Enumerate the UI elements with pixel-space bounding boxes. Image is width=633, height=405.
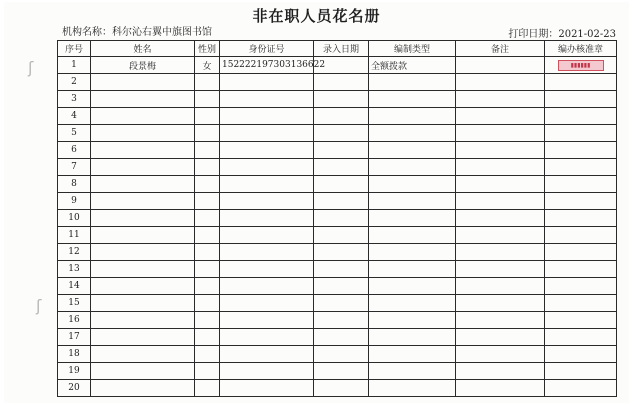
- cell-number: 13: [58, 261, 91, 278]
- cell-note: [456, 142, 545, 159]
- table-row: [58, 261, 617, 278]
- cell-name: [91, 244, 195, 261]
- cell-approval-seal: [545, 363, 617, 380]
- cell-gender: [195, 193, 220, 210]
- cell-number: 17: [58, 329, 91, 346]
- cell-staffing-type: [369, 363, 456, 380]
- cell-name: [91, 193, 195, 210]
- cell-staffing-type: [369, 125, 456, 142]
- cell-entry-date: [314, 278, 369, 295]
- cell-name: [91, 176, 195, 193]
- cell-entry-date: [314, 295, 369, 312]
- cell-name: [91, 91, 195, 108]
- cell-note: [456, 91, 545, 108]
- table-row: [58, 108, 617, 125]
- cell-entry-date: [314, 125, 369, 142]
- cell-name: [91, 380, 195, 397]
- table-row: [58, 295, 617, 312]
- cell-approval-seal: [545, 176, 617, 193]
- cell-gender: [195, 380, 220, 397]
- cell-name: [91, 346, 195, 363]
- cell-id-number: [220, 108, 314, 125]
- table-row: [58, 142, 617, 159]
- binding-mark-top: ʃ: [28, 58, 34, 77]
- cell-gender: [195, 74, 220, 91]
- cell-entry-date: [314, 91, 369, 108]
- cell-name: [91, 159, 195, 176]
- cell-approval-seal: [545, 227, 617, 244]
- cell-approval-seal: [545, 244, 617, 261]
- cell-gender: [195, 312, 220, 329]
- cell-name: [91, 363, 195, 380]
- cell-note: [456, 74, 545, 91]
- cell-note: [456, 193, 545, 210]
- cell-entry-date: [314, 193, 369, 210]
- cell-approval-seal: [545, 193, 617, 210]
- cell-staffing-type: [369, 108, 456, 125]
- cell-entry-date: [314, 329, 369, 346]
- cell-number: 5: [58, 125, 91, 142]
- cell-gender: 女: [195, 57, 220, 74]
- cell-name: [91, 125, 195, 142]
- cell-id-number: [220, 210, 314, 227]
- cell-number: 19: [58, 363, 91, 380]
- cell-gender: [195, 346, 220, 363]
- table-row: [58, 278, 617, 295]
- cell-name: 段景梅: [91, 57, 195, 74]
- cell-number: 15: [58, 295, 91, 312]
- cell-approval-seal: [545, 278, 617, 295]
- cell-staffing-type: 全额拨款: [369, 57, 456, 74]
- cell-number: 8: [58, 176, 91, 193]
- cell-id-number: [220, 312, 314, 329]
- header-note: 备注: [456, 41, 545, 57]
- cell-gender: [195, 227, 220, 244]
- cell-approval-seal: [545, 74, 617, 91]
- cell-staffing-type: [369, 159, 456, 176]
- cell-gender: [195, 210, 220, 227]
- cell-note: [456, 363, 545, 380]
- cell-staffing-type: [369, 193, 456, 210]
- cell-entry-date: [314, 210, 369, 227]
- cell-number: 1: [58, 57, 91, 74]
- cell-staffing-type: [369, 329, 456, 346]
- cell-gender: [195, 363, 220, 380]
- organization-label: 机构名称：科尔沁右翼中旗图书馆: [62, 27, 212, 38]
- cell-number: 10: [58, 210, 91, 227]
- cell-gender: [195, 108, 220, 125]
- table-row: [58, 176, 617, 193]
- cell-staffing-type: [369, 346, 456, 363]
- cell-staffing-type: [369, 74, 456, 91]
- cell-approval-seal: [545, 346, 617, 363]
- cell-name: [91, 108, 195, 125]
- cell-number: 4: [58, 108, 91, 125]
- cell-staffing-type: [369, 142, 456, 159]
- cell-number: 16: [58, 312, 91, 329]
- cell-number: 18: [58, 346, 91, 363]
- cell-number: 14: [58, 278, 91, 295]
- cell-id-number: [220, 363, 314, 380]
- cell-id-number: [220, 193, 314, 210]
- header-name: 姓名: [91, 41, 195, 57]
- cell-note: [456, 210, 545, 227]
- cell-id-number: [220, 380, 314, 397]
- binding-mark-bottom: ʃ: [36, 296, 42, 315]
- cell-note: [456, 261, 545, 278]
- cell-gender: [195, 176, 220, 193]
- cell-id-number: [220, 142, 314, 159]
- cell-gender: [195, 295, 220, 312]
- cell-staffing-type: [369, 380, 456, 397]
- cell-note: [456, 329, 545, 346]
- cell-note: [456, 295, 545, 312]
- table-row: [58, 380, 617, 397]
- cell-entry-date: [314, 176, 369, 193]
- cell-entry-date: [314, 159, 369, 176]
- cell-approval-seal: [545, 261, 617, 278]
- document-title: 非在职人员花名册: [252, 7, 381, 25]
- table-row: [58, 346, 617, 363]
- cell-entry-date: [314, 142, 369, 159]
- cell-number: 12: [58, 244, 91, 261]
- cell-number: 2: [58, 74, 91, 91]
- cell-note: [456, 380, 545, 397]
- cell-staffing-type: [369, 210, 456, 227]
- table-row: [58, 193, 617, 210]
- cell-approval-seal: [545, 312, 617, 329]
- cell-gender: [195, 159, 220, 176]
- table-row: [58, 74, 617, 91]
- cell-gender: [195, 244, 220, 261]
- cell-staffing-type: [369, 176, 456, 193]
- cell-entry-date: [314, 261, 369, 278]
- cell-entry-date: [314, 346, 369, 363]
- print-date-label: 打印日期：2021-02-23: [508, 29, 616, 40]
- cell-gender: [195, 261, 220, 278]
- header-gender: 性别: [195, 41, 220, 57]
- header-approval-seal: 编办核准章: [545, 41, 617, 57]
- cell-number: 6: [58, 142, 91, 159]
- table-row: [58, 159, 617, 176]
- table-row: [58, 329, 617, 346]
- cell-approval-seal: [545, 329, 617, 346]
- cell-note: [456, 125, 545, 142]
- cell-number: 7: [58, 159, 91, 176]
- cell-id-number: [220, 125, 314, 142]
- table-header-row: [58, 41, 617, 57]
- cell-staffing-type: [369, 312, 456, 329]
- header-staffing-type: 编制类型: [369, 41, 456, 57]
- cell-staffing-type: [369, 261, 456, 278]
- cell-gender: [195, 142, 220, 159]
- roster-table: [57, 40, 617, 397]
- cell-note: [456, 278, 545, 295]
- table-row: [58, 312, 617, 329]
- cell-gender: [195, 329, 220, 346]
- cell-id-number: [220, 227, 314, 244]
- table-row: [58, 57, 617, 74]
- cell-id-number: [220, 261, 314, 278]
- cell-name: [91, 312, 195, 329]
- cell-name: [91, 227, 195, 244]
- cell-entry-date: [314, 380, 369, 397]
- cell-staffing-type: [369, 227, 456, 244]
- cell-gender: [195, 278, 220, 295]
- cell-note: [456, 312, 545, 329]
- cell-entry-date: [314, 227, 369, 244]
- table-row: [58, 363, 617, 380]
- cell-note: [456, 159, 545, 176]
- cell-id-number: [220, 295, 314, 312]
- cell-id-number: [220, 159, 314, 176]
- cell-note: [456, 346, 545, 363]
- cell-gender: [195, 91, 220, 108]
- cell-id-number: [220, 278, 314, 295]
- cell-note: [456, 108, 545, 125]
- cell-entry-date: [314, 74, 369, 91]
- cell-staffing-type: [369, 244, 456, 261]
- cell-entry-date: [314, 312, 369, 329]
- cell-approval-seal: [545, 57, 617, 74]
- cell-name: [91, 261, 195, 278]
- cell-id-number: [220, 244, 314, 261]
- table-row: [58, 227, 617, 244]
- cell-id-number: 152222197303136622: [220, 57, 314, 74]
- cell-entry-date: [314, 244, 369, 261]
- cell-id-number: [220, 91, 314, 108]
- cell-note: [456, 57, 545, 74]
- cell-name: [91, 278, 195, 295]
- cell-approval-seal: [545, 159, 617, 176]
- cell-number: 3: [58, 91, 91, 108]
- cell-staffing-type: [369, 295, 456, 312]
- header-id-number: 身份证号: [220, 41, 314, 57]
- header-entry-date: 录入日期: [314, 41, 369, 57]
- cell-number: 11: [58, 227, 91, 244]
- cell-entry-date: [314, 363, 369, 380]
- cell-id-number: [220, 74, 314, 91]
- cell-name: [91, 74, 195, 91]
- cell-id-number: [220, 346, 314, 363]
- cell-name: [91, 210, 195, 227]
- cell-note: [456, 244, 545, 261]
- table-row: [58, 91, 617, 108]
- cell-note: [456, 227, 545, 244]
- cell-staffing-type: [369, 91, 456, 108]
- header-number: 序号: [58, 41, 91, 57]
- cell-name: [91, 295, 195, 312]
- table-row: [58, 210, 617, 227]
- cell-staffing-type: [369, 278, 456, 295]
- cell-number: 20: [58, 380, 91, 397]
- cell-id-number: [220, 329, 314, 346]
- cell-approval-seal: [545, 108, 617, 125]
- cell-approval-seal: [545, 380, 617, 397]
- cell-approval-seal: [545, 125, 617, 142]
- cell-number: 9: [58, 193, 91, 210]
- cell-approval-seal: [545, 91, 617, 108]
- table-body: [58, 57, 617, 397]
- cell-name: [91, 142, 195, 159]
- approval-stamp: ▮▮▮▮▮▮: [558, 60, 604, 71]
- cell-approval-seal: [545, 295, 617, 312]
- table-row: [58, 125, 617, 142]
- cell-entry-date: [314, 108, 369, 125]
- cell-note: [456, 176, 545, 193]
- cell-approval-seal: [545, 210, 617, 227]
- cell-name: [91, 329, 195, 346]
- cell-approval-seal: [545, 142, 617, 159]
- cell-id-number: [220, 176, 314, 193]
- table-row: [58, 244, 617, 261]
- cell-gender: [195, 125, 220, 142]
